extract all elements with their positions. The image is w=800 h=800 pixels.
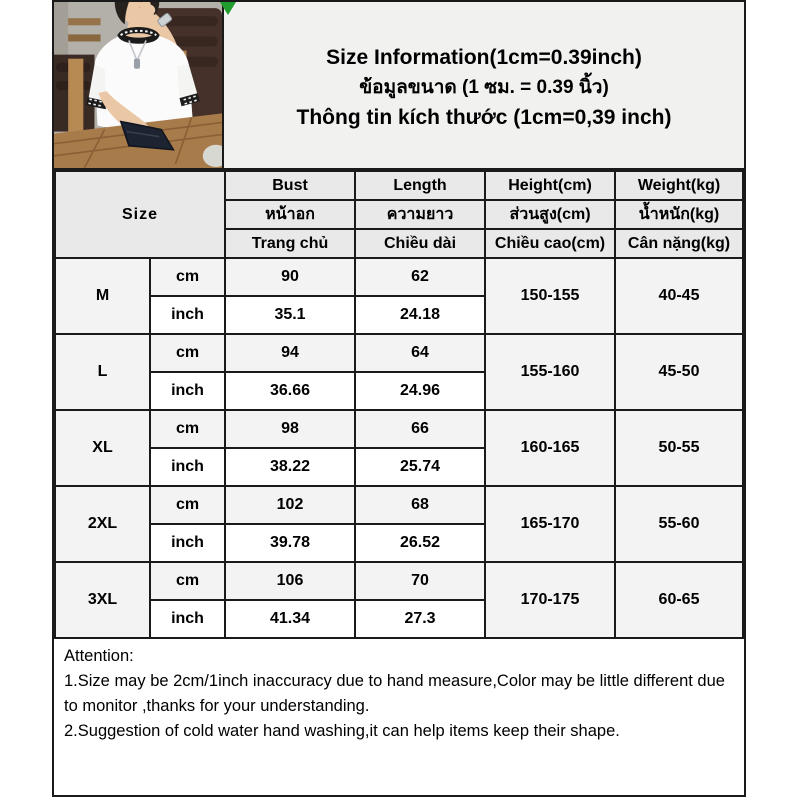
header-row-english xyxy=(55,171,743,200)
size-label-l: L xyxy=(55,334,150,410)
unit-inch: inch xyxy=(150,600,225,638)
col-length-en: Length xyxy=(355,171,485,200)
bust-cm-value: 90 xyxy=(225,258,355,296)
table-row xyxy=(55,562,743,600)
table-row xyxy=(55,486,743,524)
size-label-m: M xyxy=(55,258,150,334)
bust-cm-value: 94 xyxy=(225,334,355,372)
product-photo-illustration xyxy=(54,2,222,168)
col-height-vi: Chiều cao(cm) xyxy=(485,229,615,258)
col-weight-th: น้ำหนัก(kg) xyxy=(615,200,743,229)
length-cm-value: 66 xyxy=(355,410,485,448)
title-english: Size Information(1cm=0.39inch) xyxy=(326,46,642,69)
table-row xyxy=(55,334,743,372)
unit-cm: cm xyxy=(150,562,225,600)
attention-heading: Attention: xyxy=(64,647,134,665)
col-weight-vi: Cân nặng(kg) xyxy=(615,229,743,258)
green-corner-icon xyxy=(220,2,236,15)
weight-range: 50-55 xyxy=(615,410,743,486)
bust-cm-value: 106 xyxy=(225,562,355,600)
length-inch-value: 27.3 xyxy=(355,600,485,638)
height-range: 170-175 xyxy=(485,562,615,638)
unit-cm: cm xyxy=(150,410,225,448)
length-cm-value: 70 xyxy=(355,562,485,600)
unit-inch: inch xyxy=(150,524,225,562)
size-label-xl: XL xyxy=(55,410,150,486)
col-height-th: ส่วนสูง(cm) xyxy=(485,200,615,229)
weight-range: 40-45 xyxy=(615,258,743,334)
col-height-en: Height(cm) xyxy=(485,171,615,200)
header-band xyxy=(54,2,744,170)
unit-inch: inch xyxy=(150,372,225,410)
height-range: 160-165 xyxy=(485,410,615,486)
height-range: 150-155 xyxy=(485,258,615,334)
bust-inch-value: 35.1 xyxy=(225,296,355,334)
weight-range: 55-60 xyxy=(615,486,743,562)
size-table xyxy=(54,170,744,639)
unit-cm: cm xyxy=(150,486,225,524)
col-length-th: ความยาว xyxy=(355,200,485,229)
length-inch-value: 24.96 xyxy=(355,372,485,410)
table-row xyxy=(55,410,743,448)
bust-inch-value: 36.66 xyxy=(225,372,355,410)
length-cm-value: 64 xyxy=(355,334,485,372)
length-inch-value: 24.18 xyxy=(355,296,485,334)
col-bust-en: Bust xyxy=(225,171,355,200)
table-row xyxy=(55,258,743,296)
col-weight-en: Weight(kg) xyxy=(615,171,743,200)
title-zone xyxy=(224,2,744,168)
bust-cm-value: 98 xyxy=(225,410,355,448)
weight-range: 45-50 xyxy=(615,334,743,410)
bust-inch-value: 41.34 xyxy=(225,600,355,638)
bust-inch-value: 39.78 xyxy=(225,524,355,562)
size-label-2xl: 2XL xyxy=(55,486,150,562)
bust-inch-value: 38.22 xyxy=(225,448,355,486)
attention-line-2: 2.Suggestion of cold water hand washing,it can help items keep their shape. xyxy=(64,722,620,740)
bust-cm-value: 102 xyxy=(225,486,355,524)
attention-notes xyxy=(54,639,744,744)
unit-cm: cm xyxy=(150,334,225,372)
unit-inch: inch xyxy=(150,296,225,334)
size-label-3xl: 3XL xyxy=(55,562,150,638)
col-length-vi: Chiều dài xyxy=(355,229,485,258)
height-range: 165-170 xyxy=(485,486,615,562)
weight-range: 60-65 xyxy=(615,562,743,638)
product-photo xyxy=(54,2,224,168)
length-inch-value: 25.74 xyxy=(355,448,485,486)
length-cm-value: 68 xyxy=(355,486,485,524)
size-header-cell: Size xyxy=(55,171,225,258)
size-chart-sheet xyxy=(52,0,746,797)
length-cm-value: 62 xyxy=(355,258,485,296)
col-bust-vi: Trang chủ xyxy=(225,229,355,258)
attention-line-1: 1.Size may be 2cm/1inch inaccuracy due to hand measure,Color may be little different due to monitor ,thanks for your understanding. xyxy=(64,672,725,715)
title-vietnamese: Thông tin kích thước (1cm=0,39 inch) xyxy=(296,106,672,129)
unit-inch: inch xyxy=(150,448,225,486)
col-bust-th: หน้าอก xyxy=(225,200,355,229)
unit-cm: cm xyxy=(150,258,225,296)
height-range: 155-160 xyxy=(485,334,615,410)
title-thai: ข้อมูลขนาด (1 ซม. = 0.39 นิ้ว) xyxy=(359,77,609,98)
length-inch-value: 26.52 xyxy=(355,524,485,562)
